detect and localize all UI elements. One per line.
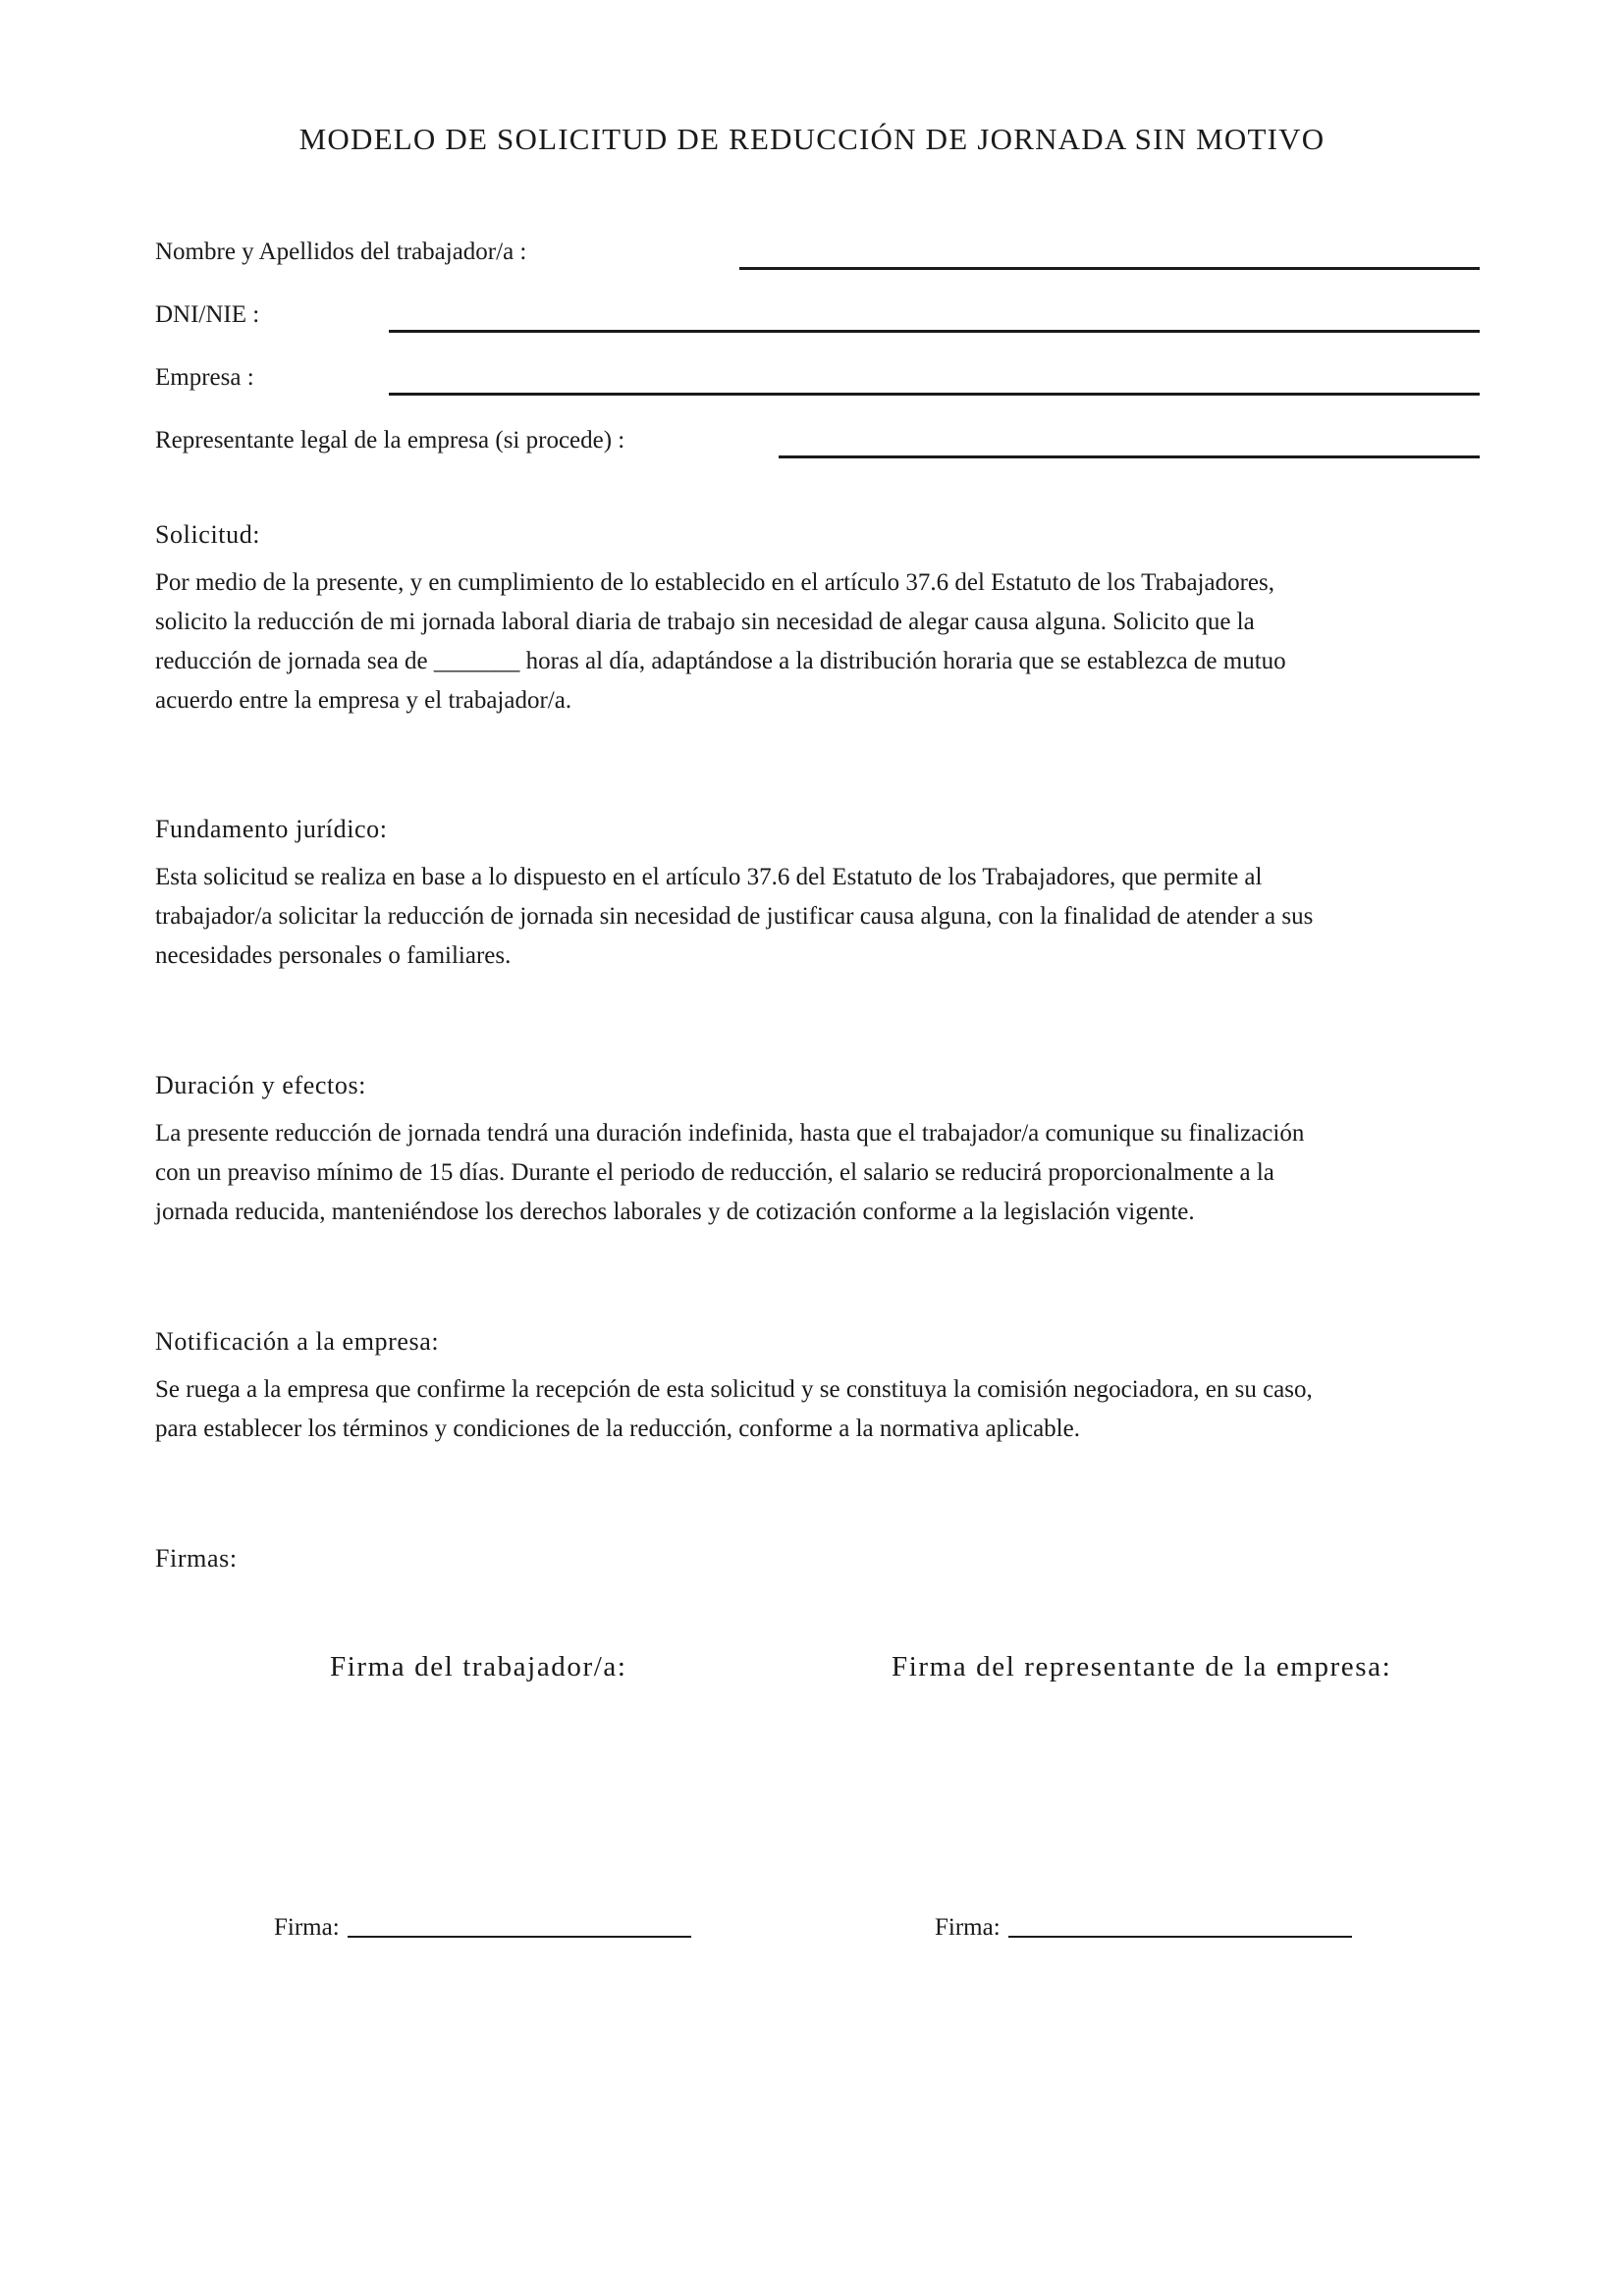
solicitud-paragraph: [155, 563, 1490, 721]
signature-rule: [1008, 1936, 1352, 1938]
duracion-paragraph: [155, 1114, 1490, 1232]
signature-label: Firma:: [274, 1914, 340, 1941]
paragraph-line: para establecer los términos y condiciones de la reducción, conforme a la normativa aplicable.: [155, 1415, 1080, 1442]
paragraph-line: jornada reducida, manteniéndose los derechos laborales y de cotización conforme a la legislación vigente.: [155, 1199, 1195, 1225]
company-signature-title: Firma del representante de la empresa:: [892, 1651, 1392, 1682]
paragraph-line: Por medio de la presente, y en cumplimiento de lo establecido en el artículo 37.6 del Estatuto de los Trabajadores,: [155, 569, 1274, 596]
fundamento-heading: Fundamento jurídico:: [155, 815, 388, 843]
company-field[interactable]: [389, 393, 1480, 396]
notificacion-heading: Notificación a la empresa:: [155, 1327, 440, 1356]
company-signature-field[interactable]: [935, 1914, 1352, 1942]
legal-rep-label: Representante legal de la empresa (si procede) :: [155, 427, 625, 454]
signatures-heading: Firmas:: [155, 1544, 238, 1573]
worker-signature-title: Firma del trabajador/a:: [330, 1651, 627, 1682]
company-label: Empresa :: [155, 364, 254, 391]
fundamento-paragraph: [155, 858, 1490, 976]
paragraph-line: necesidades personales o familiares.: [155, 942, 512, 969]
worker-name-label: Nombre y Apellidos del trabajador/a :: [155, 239, 527, 265]
paragraph-line: acuerdo entre la empresa y el trabajador/a.: [155, 687, 572, 714]
paragraph-line: Se ruega a la empresa que confirme la recepción de esta solicitud y se constituya la comisión negociadora, en su caso,: [155, 1376, 1313, 1403]
worker-signature-field[interactable]: [274, 1914, 691, 1942]
solicitud-heading: Solicitud:: [155, 520, 261, 549]
paragraph-line: con un preaviso mínimo de 15 días. Durante el periodo de reducción, el salario se reducirá proporcionalmente a la: [155, 1159, 1274, 1186]
signature-rule: [348, 1936, 691, 1938]
paragraph-line: La presente reducción de jornada tendrá una duración indefinida, hasta que el trabajador/a comunique su finalización: [155, 1120, 1305, 1147]
legal-rep-field[interactable]: [779, 455, 1480, 458]
notificacion-paragraph: [155, 1370, 1490, 1449]
dni-field[interactable]: [389, 330, 1480, 333]
dni-label: DNI/NIE :: [155, 301, 260, 328]
paragraph-line: solicito la reducción de mi jornada laboral diaria de trabajo sin necesidad de alegar causa alguna. Solicito que la: [155, 609, 1255, 635]
document-title: MODELO DE SOLICITUD DE REDUCCIÓN DE JORNADA SIN MOTIVO: [298, 122, 1326, 156]
worker-name-field[interactable]: [739, 267, 1480, 270]
paragraph-line: trabajador/a solicitar la reducción de jornada sin necesidad de justificar causa alguna, con la finalidad de atender a sus: [155, 903, 1314, 930]
signature-label: Firma:: [935, 1914, 1001, 1941]
paragraph-line: reducción de jornada sea de _______ horas al día, adaptándose a la distribución horaria que se establezca de mutuo: [155, 648, 1286, 674]
paragraph-line: Esta solicitud se realiza en base a lo dispuesto en el artículo 37.6 del Estatuto de los Trabajadores, que permite al: [155, 864, 1263, 890]
duracion-heading: Duración y efectos:: [155, 1071, 366, 1099]
